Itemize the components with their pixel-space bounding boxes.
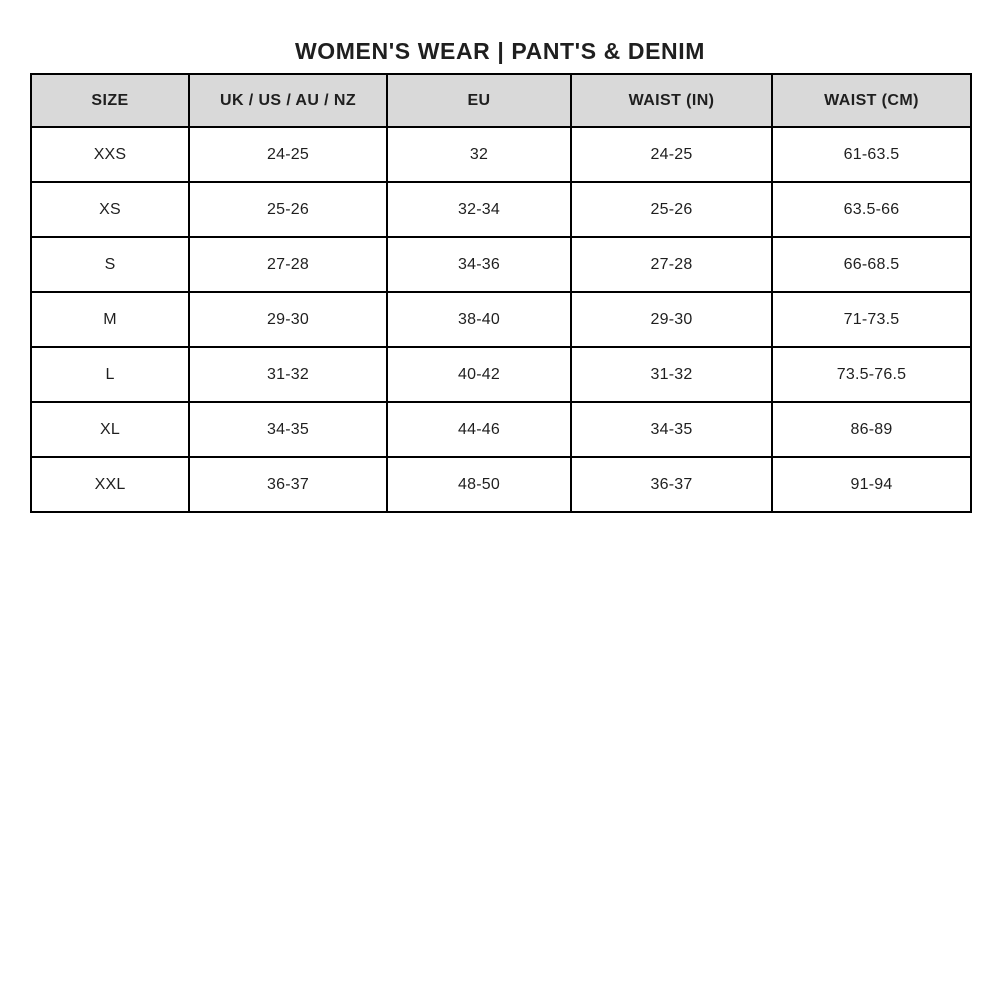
cell-eu: 38-40 xyxy=(387,292,571,347)
cell-uk-us-au-nz: 25-26 xyxy=(189,182,387,237)
table-row-m xyxy=(31,292,971,347)
table-row-xs xyxy=(31,182,971,237)
cell-size: XXS xyxy=(31,127,189,182)
cell-eu: 32-34 xyxy=(387,182,571,237)
cell-waist-cm: 91-94 xyxy=(772,457,971,512)
cell-uk-us-au-nz: 34-35 xyxy=(189,402,387,457)
size-chart-table xyxy=(30,73,972,513)
column-header-size: SIZE xyxy=(31,74,189,127)
cell-waist-cm: 86-89 xyxy=(772,402,971,457)
cell-waist-in: 27-28 xyxy=(571,237,772,292)
size-chart-container xyxy=(30,73,970,513)
cell-eu: 34-36 xyxy=(387,237,571,292)
table-row-xxl xyxy=(31,457,971,512)
table-row-s xyxy=(31,237,971,292)
cell-uk-us-au-nz: 29-30 xyxy=(189,292,387,347)
table-row-xxs xyxy=(31,127,971,182)
cell-eu: 48-50 xyxy=(387,457,571,512)
cell-waist-cm: 71-73.5 xyxy=(772,292,971,347)
column-header-uk-us-au-nz: UK / US / AU / NZ xyxy=(189,74,387,127)
table-row-xl xyxy=(31,402,971,457)
cell-waist-in: 25-26 xyxy=(571,182,772,237)
cell-size: L xyxy=(31,347,189,402)
cell-waist-in: 36-37 xyxy=(571,457,772,512)
cell-waist-in: 34-35 xyxy=(571,402,772,457)
cell-eu: 32 xyxy=(387,127,571,182)
cell-uk-us-au-nz: 31-32 xyxy=(189,347,387,402)
cell-waist-cm: 63.5-66 xyxy=(772,182,971,237)
cell-size: S xyxy=(31,237,189,292)
column-header-waist-in: WAIST (IN) xyxy=(571,74,772,127)
cell-waist-in: 31-32 xyxy=(571,347,772,402)
cell-uk-us-au-nz: 36-37 xyxy=(189,457,387,512)
table-header-row xyxy=(31,74,971,127)
page-title: WOMEN'S WEAR | PANT'S & DENIM xyxy=(294,38,705,64)
column-header-waist-cm: WAIST (CM) xyxy=(772,74,971,127)
cell-waist-cm: 61-63.5 xyxy=(772,127,971,182)
cell-waist-cm: 66-68.5 xyxy=(772,237,971,292)
column-header-eu: EU xyxy=(387,74,571,127)
cell-size: M xyxy=(31,292,189,347)
cell-size: XS xyxy=(31,182,189,237)
cell-waist-in: 29-30 xyxy=(571,292,772,347)
cell-eu: 40-42 xyxy=(387,347,571,402)
cell-size: XL xyxy=(31,402,189,457)
cell-uk-us-au-nz: 27-28 xyxy=(189,237,387,292)
cell-waist-cm: 73.5-76.5 xyxy=(772,347,971,402)
table-row-l xyxy=(31,347,971,402)
cell-waist-in: 24-25 xyxy=(571,127,772,182)
cell-eu: 44-46 xyxy=(387,402,571,457)
cell-uk-us-au-nz: 24-25 xyxy=(189,127,387,182)
cell-size: XXL xyxy=(31,457,189,512)
